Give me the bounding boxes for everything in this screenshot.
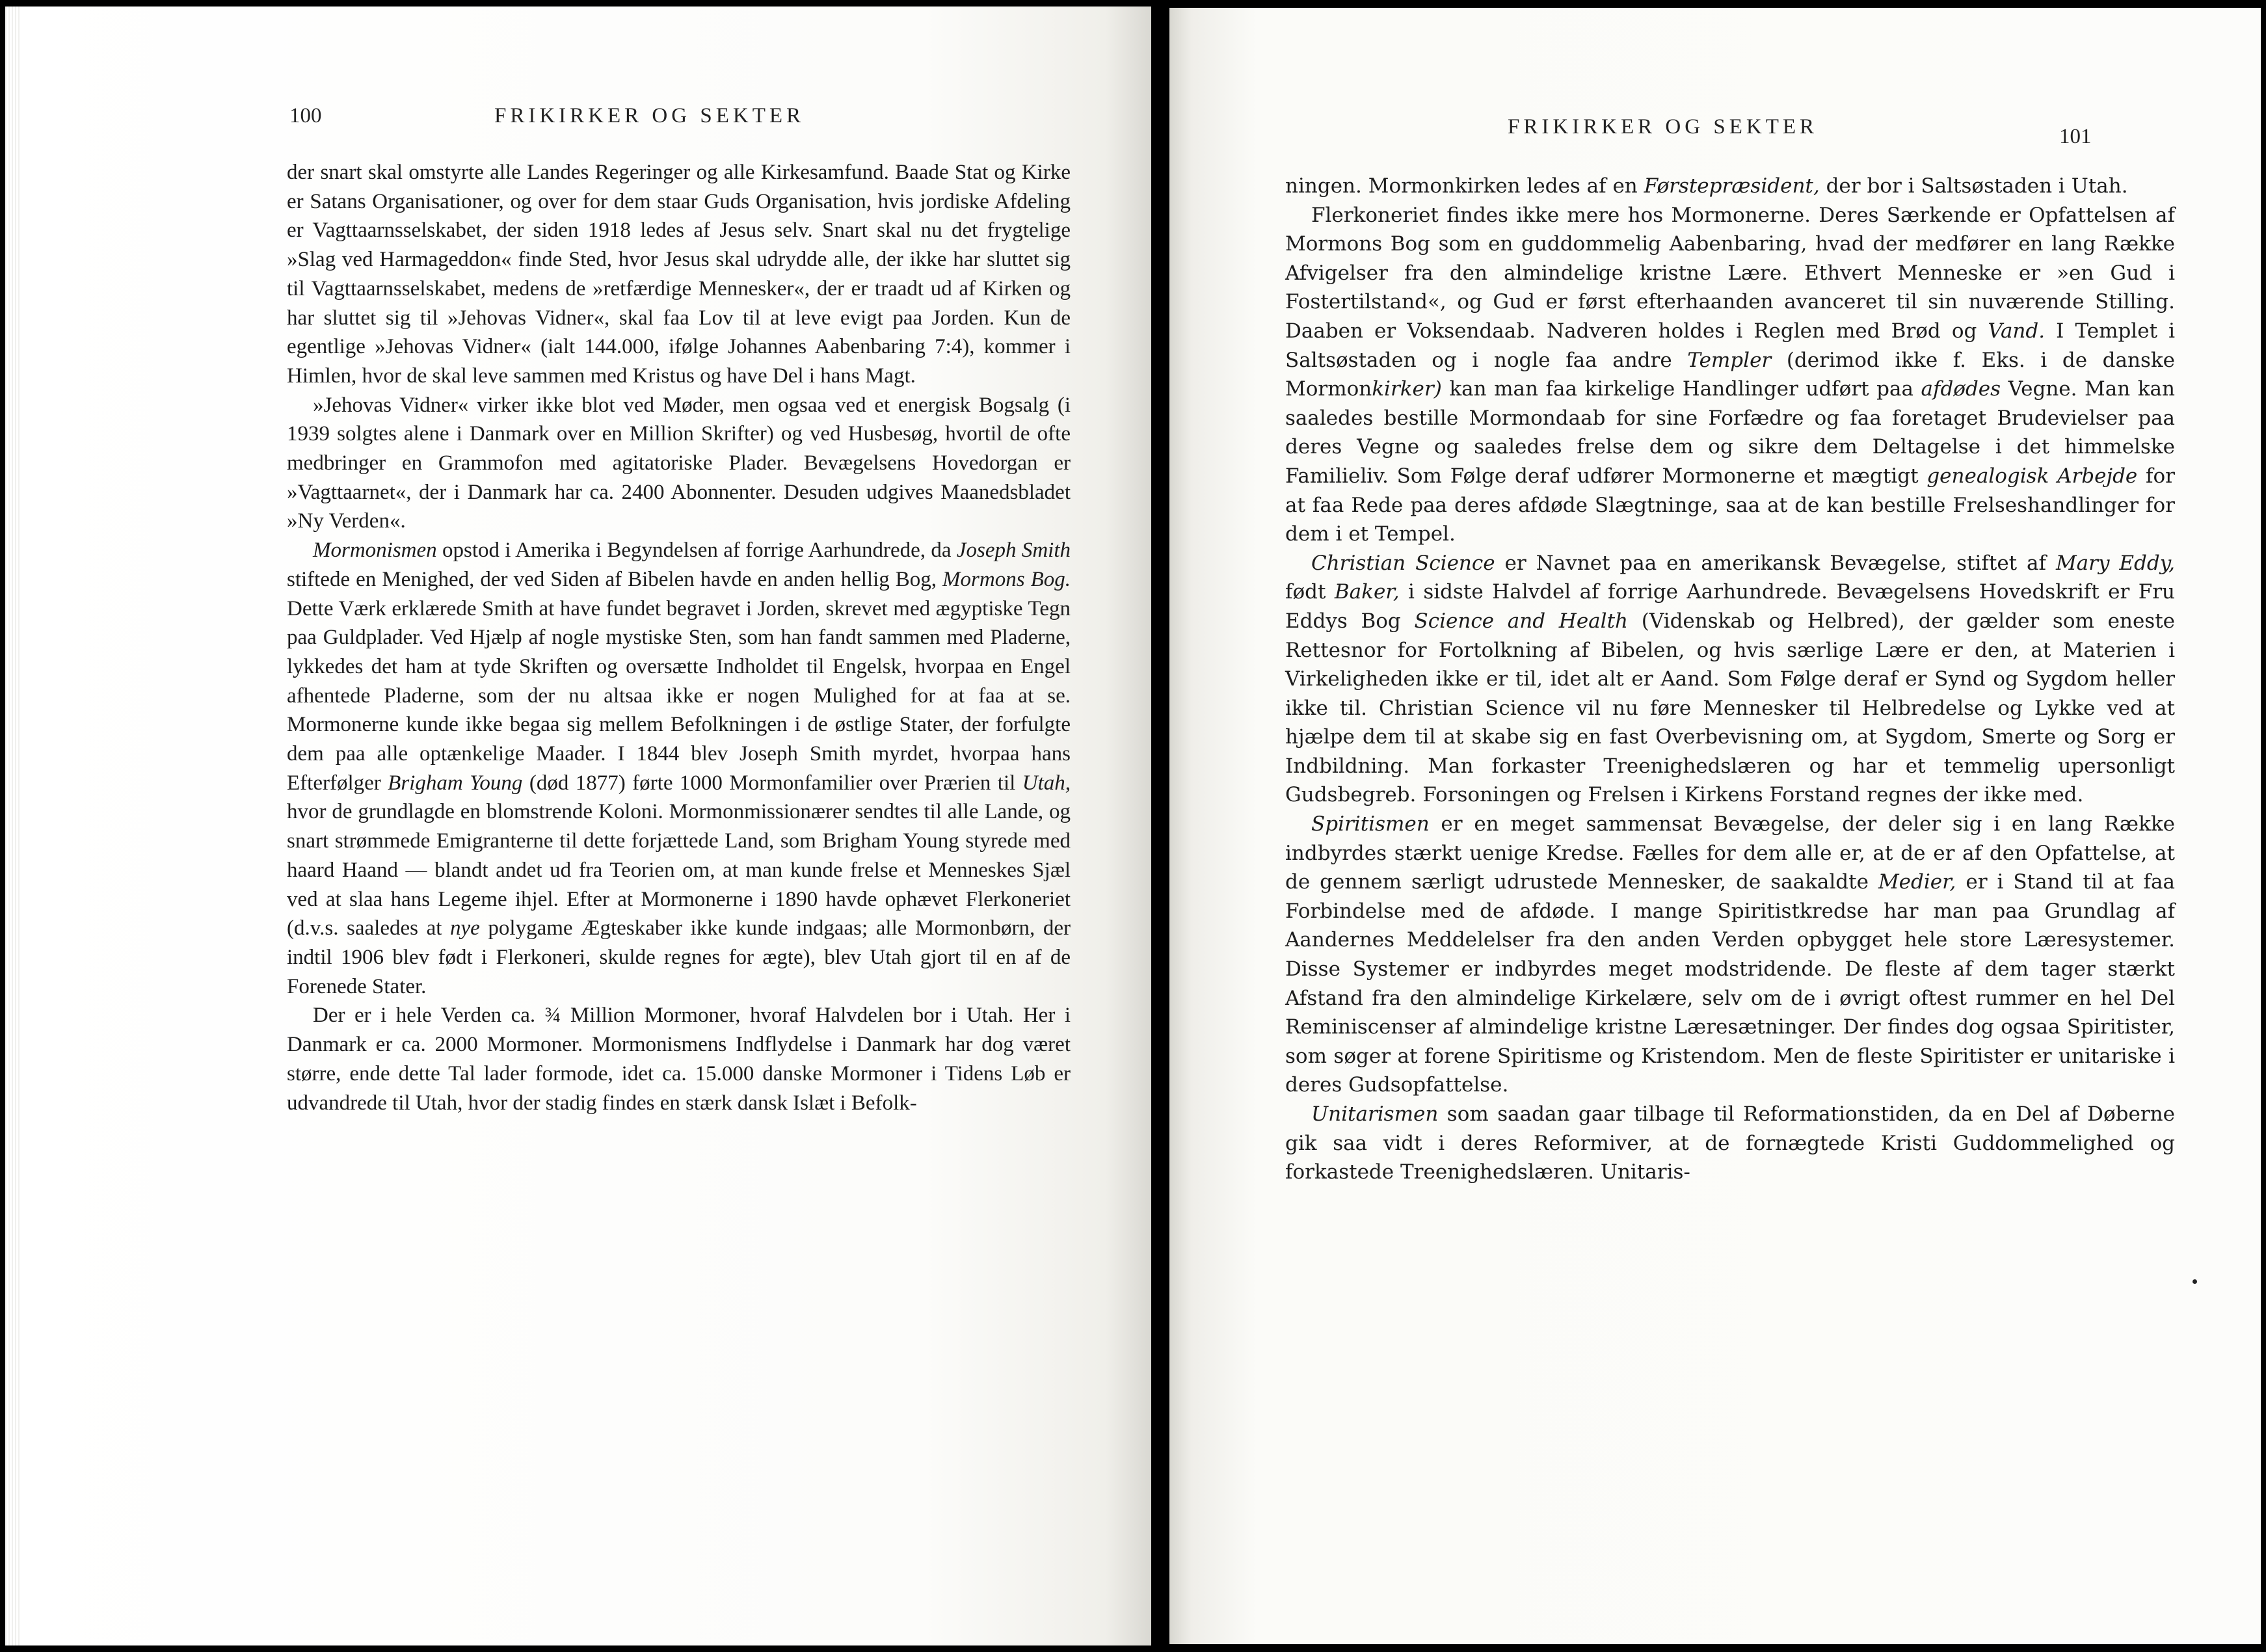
text-run: er Navnet paa en amerikansk Bevægelse, stiftet af	[1495, 551, 2056, 575]
running-head: FRIKIRKER OG SEKTER	[1508, 115, 1819, 139]
text-run: Vegne. Man kan saaledes bestille Mormondaab for sine Forfædre og faa foretaget Brudevielser paa deres Vegne og saaledes frelse dem og sikre dem Deltagelse i det himmelske Familieliv. Som Følge deraf udfører Mormonerne et mægtigt	[1285, 377, 2175, 488]
text-run: i sidste Halvdel af forrige Aarhundrede. Bevægelsens Hovedskrift er Fru Eddys Bog	[1285, 580, 2175, 633]
text-run: opstod i Amerika i Begyndelsen af forrige Aarhundrede, da	[436, 539, 957, 563]
text-run: Dette Værk erklærede Smith at have fundet begravet i Jorden, skrevet med ægyptiske Tegn paa Guldplader. Ved Hjælp af nogle mystiske Sten, som han fandt sammen med Pladerne, lykkedes det ham at tyde Skriften og oversætte Indholdet til Engelsk, hvorpaa en Engel afhentede Pladerne, som der nu altsaa ikke er nogen Mulighed for at faa at se. Mormonerne kunde ikke begaa sig mellem Befolkningen i de østlige Stater, der forfulgte dem paa alle optænkelige Maader. I 1844 blev Joseph Smith myrdet, hvorpaa hans Efterfølger	[287, 596, 1071, 795]
text-run: (død 1877) førte 1000 Mormonfamilier over Prærien til	[522, 771, 1022, 795]
italic-term: Templer	[1687, 348, 1772, 372]
italic-term: Medier,	[1878, 870, 1956, 894]
print-speck	[2193, 1279, 2197, 1284]
page-edge	[5, 7, 20, 1645]
text-run: født	[1285, 580, 1335, 604]
right-page	[1169, 8, 2261, 1644]
italic-term: Mormonismen	[313, 539, 437, 563]
text-run: kan man faa kirkelige Handlinger udført paa	[1441, 377, 1921, 401]
left-page-body	[287, 158, 1071, 1117]
italic-term: kirker)	[1372, 377, 1442, 401]
italic-term: afdødes	[1921, 377, 2001, 401]
text-run: Der er i hele Verden ca. ¾ Million Mormoner, hvoraf Halvdelen bor i Utah. Her i Danmark er ca. 2000 Mormoner. Mormonismens Indflydelse i Danmark har dog været større, ende dette Tal lader formode, idet ca. 15.000 danske Mormoner i Tidens Løb er udvandrede til Utah, hvor der stadig findes en stærk dansk Islæt i Befolk-	[287, 1004, 1071, 1115]
text-run: Flerkoneriet findes ikke mere hos Mormonerne. Deres Særkende er Opfattelsen af Mormons Bog som en guddommelig Aabenbaring, hvad der medfører en lang Række Afvigelser fra den almindelige kristne Lære. Ethvert Menneske er »en Gud i Fostertilstand«, og Gud er først efterhaanden avanceret til sin nuværende Stilling. Daaben er Voksendaab. Nadveren holdes i Reglen med Brød og	[1285, 203, 2175, 343]
text-run: (derimod ikke f. Eks. i de danske Mormon	[1285, 348, 2175, 401]
text-run: (Videnskab og Helbred), der gælder som eneste Rettesnor for Fortolkning af Bibelen, og hvis særlige Lære er den, at Materien i Virkeligheden ikke er til, idet alt er Aand. Som Følge deraf er Synd og Sygdom heller ikke til. Christian Science vil nu føre Mennesker til Helbredelse og Lykke ved at hjælpe dem til at skabe sig en fast Overbevisning om, at Sygdom, Smerte og Sorg er Indbildning. Man forkaster Treenighedslæren og har et temmelig upersonligt Gudsbegreb. Forsoningen og Frelsen i Kirkens Forstand regnes der ikke med.	[1285, 609, 2176, 807]
italic-term: Baker,	[1334, 580, 1400, 604]
text-run: der bor i Saltsøstaden i Utah.	[1819, 174, 2128, 198]
paragraph	[1285, 1100, 2175, 1187]
italic-term: Christian Science	[1311, 551, 1495, 575]
paragraph	[287, 536, 1071, 1001]
italic-term: Brigham Young	[388, 771, 523, 795]
left-page	[5, 7, 1151, 1645]
text-run: som saadan gaar tilbage til Reformationstiden, da en Del af Døberne gik saa vidt i deres Reformiver, at de fornægtede Kristi Guddommelighed og forkastede Treenighedslæren. Unitaris-	[1285, 1102, 2175, 1184]
text-run: ningen. Mormonkirken ledes af en	[1285, 174, 1644, 198]
italic-term: Utah,	[1022, 771, 1071, 795]
italic-term: Førstepræsident,	[1644, 174, 1820, 198]
italic-term: Joseph Smith	[956, 539, 1071, 563]
italic-term: Unitarismen	[1311, 1102, 1439, 1126]
page-number: 100	[289, 104, 322, 127]
text-run: I Templet i Saltsøstaden og i nogle faa andre	[1285, 319, 2176, 372]
text-run: polygame Ægteskaber ikke kunde indgaas; alle Mormonbørn, der indtil 1906 blev født i Flerkoneri, skulde regnes for ægte), blev Utah gjort til en af de Forenede Stater.	[287, 916, 1071, 998]
italic-term: Spiritismen	[1311, 812, 1430, 836]
text-run: hvor de grundlagde en blomstrende Koloni. Mormonmissionærer sendtes til alle Lande, og snart strømmede Emigranterne til dette forjættede Land, som Brigham Young styrede med haard Haand — blandt andet ud fra Teorien om, at man kunde frelse et Menneskes Sjæl ved at slaa hans Legeme ihjel. Efter at Mormonerne i 1890 havde ophævet Flerkoneriet (d.v.s. saaledes at	[287, 800, 1071, 940]
paragraph	[287, 391, 1071, 537]
italic-term: genealogisk Arbejde	[1926, 464, 2138, 488]
right-page-body	[1285, 172, 2175, 1187]
paragraph	[1285, 549, 2175, 810]
paragraph	[287, 158, 1071, 391]
italic-term: Mormons Bog.	[942, 567, 1071, 591]
italic-term: Science and Health	[1414, 609, 1628, 633]
paragraph	[1285, 810, 2175, 1100]
text-run: er en meget sammensat Bevægelse, der deler sig i en lang Række indbyrdes stærkt uenige Kredse. Fælles for dem alle er, at de er af den Opfattelse, at de gennem særligt udrustede Mennesker, de saakaldte	[1285, 812, 2175, 894]
paragraph	[1285, 172, 2175, 201]
page-number: 101	[2059, 125, 2092, 148]
paragraph	[1285, 201, 2175, 549]
running-head: FRIKIRKER OG SEKTER	[494, 104, 805, 127]
italic-term: Vand.	[1988, 319, 2046, 343]
text-run: er i Stand til at faa Forbindelse med de afdøde. I mange Spiritistkredse har man paa Grundlag af Aandernes Meddelelser fra den anden Verden opbygget hele store Læresystemer. Disse Systemer er indbyrdes meget modstridende. De fleste af dem tager stærkt Afstand fra den almindelige Kirkelære, selv om de i øvrigt oftest rummer en hel Del Reminiscenser af almindelige kristne Læresætninger. Der findes dog ogsaa Spiritister, som søger at forene Spiritisme og Kristendom. Men de fleste Spiritister er unitariske i deres Gudsopfattelse.	[1285, 870, 2175, 1097]
text-run: »Jehovas Vidner« virker ikke blot ved Møder, men ogsaa ved et energisk Bogsalg (i 1939 solgtes alene i Danmark over en Million Skrifter) og ved Husbesøg, hvortil de ofte medbringer en Grammofon med agitatoriske Plader. Bevægelsens Hovedorgan er »Vagttaarnet«, der i Danmark har ca. 2400 Abonnenter. Desuden udgives Maanedsbladet »Ny Verden«.	[287, 393, 1071, 533]
text-run: der snart skal omstyrte alle Landes Regeringer og alle Kirkesamfund. Baade Stat og Kirke er Satans Organisationer, og over for dem staar Guds Organisation, hvis jordiske Afdeling er Vagttaarnsselskabet, der siden 1918 ledes af Jesus selv. Snart skal nu det frygtelige »Slag ved Harmageddon« finde Sted, hvor Jesus skal udrydde alle, der ikke har sluttet sig til Vagttaarnsselskabet, medens de »retfærdige Mennesker«, der er traadt ud af Kirken og har sluttet sig til »Jehovas Vidner«, skal faa Lov til at leve evigt paa Jorden. Kun de egentlige »Jehovas Vidner« (ialt 144.000, ifølge Johannes Aabenbaring 7:4), kommer i Himlen, hvor de skal leve sammen med Kristus og have Del i hans Magt.	[287, 161, 1071, 388]
italic-term: Mary Eddy,	[2055, 551, 2175, 575]
paragraph	[287, 1001, 1071, 1117]
text-run: stiftede en Menighed, der ved Siden af Bibelen havde en anden hellig Bog,	[287, 567, 943, 591]
italic-term: nye	[450, 916, 480, 940]
text-run: for at faa Rede paa deres afdøde Slægtninge, saa at de kan bestille Frelseshandlinger for dem i et Tempel.	[1285, 464, 2175, 546]
